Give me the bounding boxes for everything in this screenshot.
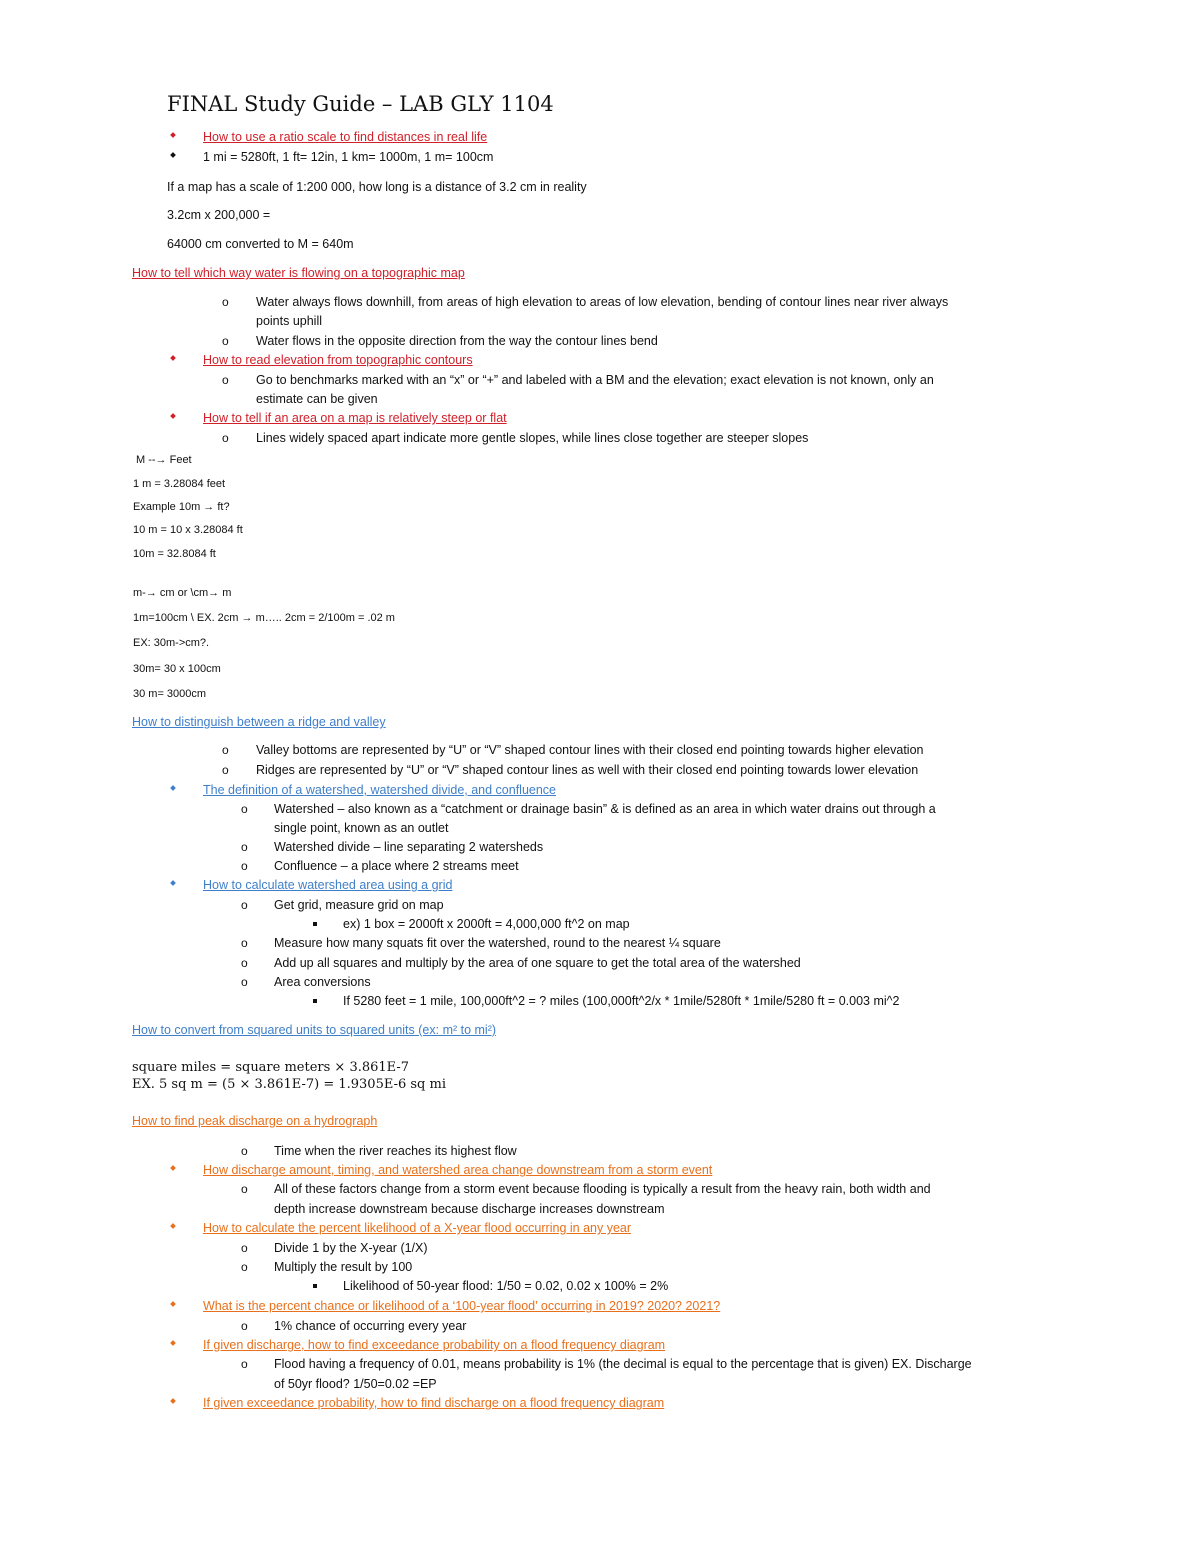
heading-ridge-valley: How to distinguish between a ridge and valley [132, 715, 386, 729]
bullet-square-icon [313, 999, 317, 1003]
conv-line: 1m=100cm \ EX. 2cm → m….. 2cm = 2/100m = .02 m [133, 612, 395, 624]
conv-line: 30 m= 3000cm [133, 688, 207, 700]
list-item: Divide 1 by the X-year (1/X) [274, 1241, 428, 1255]
list-item: Likelihood of 50-year flood: 1/50 = 0.02, 0.02 x 100% = 2% [343, 1279, 669, 1293]
bullet-diamond-icon [170, 1340, 176, 1346]
list-item: If 5280 feet = 1 mile, 100,000ft^2 = ? miles (100,000ft^2/x * 1mile/5280ft * 1mile/5280 ft = 0.003 mi^2 [343, 994, 900, 1008]
bullet-circle-icon: o [241, 1319, 248, 1333]
bullet-diamond-icon [170, 785, 176, 791]
bullet-circle-icon: o [222, 334, 229, 348]
bullet-circle-icon: o [241, 802, 248, 816]
list-item: Get grid, measure grid on map [274, 898, 444, 912]
bullet-diamond-icon [170, 132, 176, 138]
list-item: Go to benchmarks marked with an “x” or “+” and labeled with a BM and the elevation; exact elevation is not known, only an [256, 373, 934, 387]
bullet-circle-icon: o [241, 1182, 248, 1196]
bullet-circle-icon: o [241, 859, 248, 873]
list-item: ex) 1 box = 2000ft x 2000ft = 4,000,000 ft^2 on map [343, 917, 630, 931]
list-item: Add up all squares and multiply by the area of one square to get the total area of the watershed [274, 956, 801, 970]
list-item: Water flows in the opposite direction from the way the contour lines bend [256, 334, 658, 348]
conv-heading: M --→ Feet [136, 454, 192, 466]
bullet-circle-icon: o [222, 431, 229, 445]
list-item-cont: points uphill [256, 314, 323, 328]
conv-line: 10 m = 10 x 3.28084 ft [133, 524, 243, 536]
scale-calc: 3.2cm x 200,000 = [167, 208, 271, 222]
list-item: Confluence – a place where 2 streams meet [274, 859, 519, 873]
bullet-square-icon [313, 922, 317, 926]
list-item: Time when the river reaches its highest flow [274, 1144, 517, 1158]
bullet-diamond-icon [170, 1223, 176, 1229]
bullet-circle-icon: o [241, 936, 248, 950]
heading-exceedance-prob: If given discharge, how to find exceedance probability on a flood frequency diagram [203, 1338, 666, 1352]
bullet-circle-icon: o [222, 295, 229, 309]
heading-water-flow: How to tell which way water is flowing on a topographic map [132, 266, 465, 280]
heading-peak-discharge: How to find peak discharge on a hydrograph [132, 1114, 378, 1128]
list-item: Watershed divide – line separating 2 watersheds [274, 840, 544, 854]
bullet-circle-icon: o [241, 1357, 248, 1371]
list-item: All of these factors change from a storm event because flooding is typically a result from the heavy rain, both width and [274, 1182, 931, 1196]
bullet-diamond-icon [170, 413, 176, 419]
bullet-diamond-icon [170, 1301, 176, 1307]
list-item: Flood having a frequency of 0.01, means probability is 1% (the decimal is equal to the percentage that is given) EX. Discharge [274, 1357, 972, 1371]
conv-line: EX: 30m->cm?. [133, 637, 210, 649]
list-item-cont: single point, known as an outlet [274, 821, 449, 835]
heading-ratio-scale: How to use a ratio scale to find distances in real life [203, 130, 488, 144]
bullet-diamond-icon [170, 880, 176, 886]
list-item-cont: of 50yr flood? 1/50=0.02 =EP [274, 1377, 437, 1391]
conv-heading: m-→ cm or \cm→ m [133, 587, 232, 599]
page-title: FINAL Study Guide – LAB GLY 1104 [167, 92, 554, 116]
heading-squared-units: How to convert from squared units to squared units (ex: m² to mi²) [132, 1023, 497, 1037]
bullet-circle-icon: o [241, 956, 248, 970]
list-item: Ridges are represented by “U” or “V” shaped contour lines as well with their closed end pointing towards lower elevation [256, 763, 919, 777]
bullet-square-icon [313, 1284, 317, 1288]
scale-question: If a map has a scale of 1:200 000, how long is a distance of 3.2 cm in reality [167, 180, 587, 194]
scale-result: 64000 cm converted to M = 640m [167, 237, 354, 251]
list-item: Multiply the result by 100 [274, 1260, 413, 1274]
heading-flood-likelihood: How to calculate the percent likelihood of a X-year flood occurring in any year [203, 1221, 632, 1235]
heading-discharge-from-ep: If given exceedance probability, how to find discharge on a flood frequency diagram [203, 1396, 665, 1410]
bullet-circle-icon: o [241, 1260, 248, 1274]
bullet-circle-icon: o [241, 898, 248, 912]
bullet-circle-icon: o [241, 840, 248, 854]
list-item-cont: estimate can be given [256, 392, 378, 406]
list-item: Lines widely spaced apart indicate more gentle slopes, while lines close together are steeper slopes [256, 431, 809, 445]
bullet-circle-icon: o [222, 743, 229, 757]
bullet-circle-icon: o [222, 763, 229, 777]
bullet-diamond-icon [170, 152, 176, 158]
bullet-diamond-icon [170, 1398, 176, 1404]
list-item: Valley bottoms are represented by “U” or “V” shaped contour lines with their closed end pointing towards higher elevation [256, 743, 924, 757]
bullet-circle-icon: o [222, 373, 229, 387]
conv-line: 10m = 32.8084 ft [133, 548, 216, 560]
bullet-circle-icon: o [241, 975, 248, 989]
heading-elevation: How to read elevation from topographic contours [203, 353, 473, 367]
heading-100-year-flood: What is the percent chance or likelihood of a ‘100-year flood’ occurring in 2019? 2020? 2021? [203, 1299, 721, 1313]
bullet-circle-icon: o [241, 1241, 248, 1255]
bullet-diamond-icon [170, 1165, 176, 1171]
heading-discharge-change: How discharge amount, timing, and watershed area change downstream from a storm event [203, 1163, 713, 1177]
formula-line: square miles = square meters × 3.861E-7 [132, 1060, 410, 1075]
heading-watershed: The definition of a watershed, watershed divide, and confluence [203, 783, 557, 797]
conv-line: Example 10m → ft? [133, 501, 230, 513]
list-item: 1% chance of occurring every year [274, 1319, 467, 1333]
list-item: Measure how many squats fit over the watershed, round to the nearest ¼ square [274, 936, 721, 950]
list-item-cont: depth increase downstream because discharge increases downstream [274, 1202, 665, 1216]
unit-conversions: 1 mi = 5280ft, 1 ft= 12in, 1 km= 1000m, 1 m= 100cm [203, 150, 494, 164]
formula-line: EX. 5 sq m = (5 × 3.861E-7) = 1.9305E-6 sq mi [132, 1077, 446, 1092]
heading-steep-flat: How to tell if an area on a map is relatively steep or flat [203, 411, 507, 425]
heading-watershed-area: How to calculate watershed area using a grid [203, 878, 453, 892]
list-item: Water always flows downhill, from areas of high elevation to areas of low elevation, bending of contour lines near river always [256, 295, 949, 309]
conv-line: 30m= 30 x 100cm [133, 663, 221, 675]
bullet-diamond-icon [170, 355, 176, 361]
list-item: Watershed – also known as a “catchment or drainage basin” & is defined as an area in which water drains out through a [274, 802, 936, 816]
bullet-circle-icon: o [241, 1144, 248, 1158]
conv-line: 1 m = 3.28084 feet [133, 478, 226, 490]
list-item: Area conversions [274, 975, 371, 989]
